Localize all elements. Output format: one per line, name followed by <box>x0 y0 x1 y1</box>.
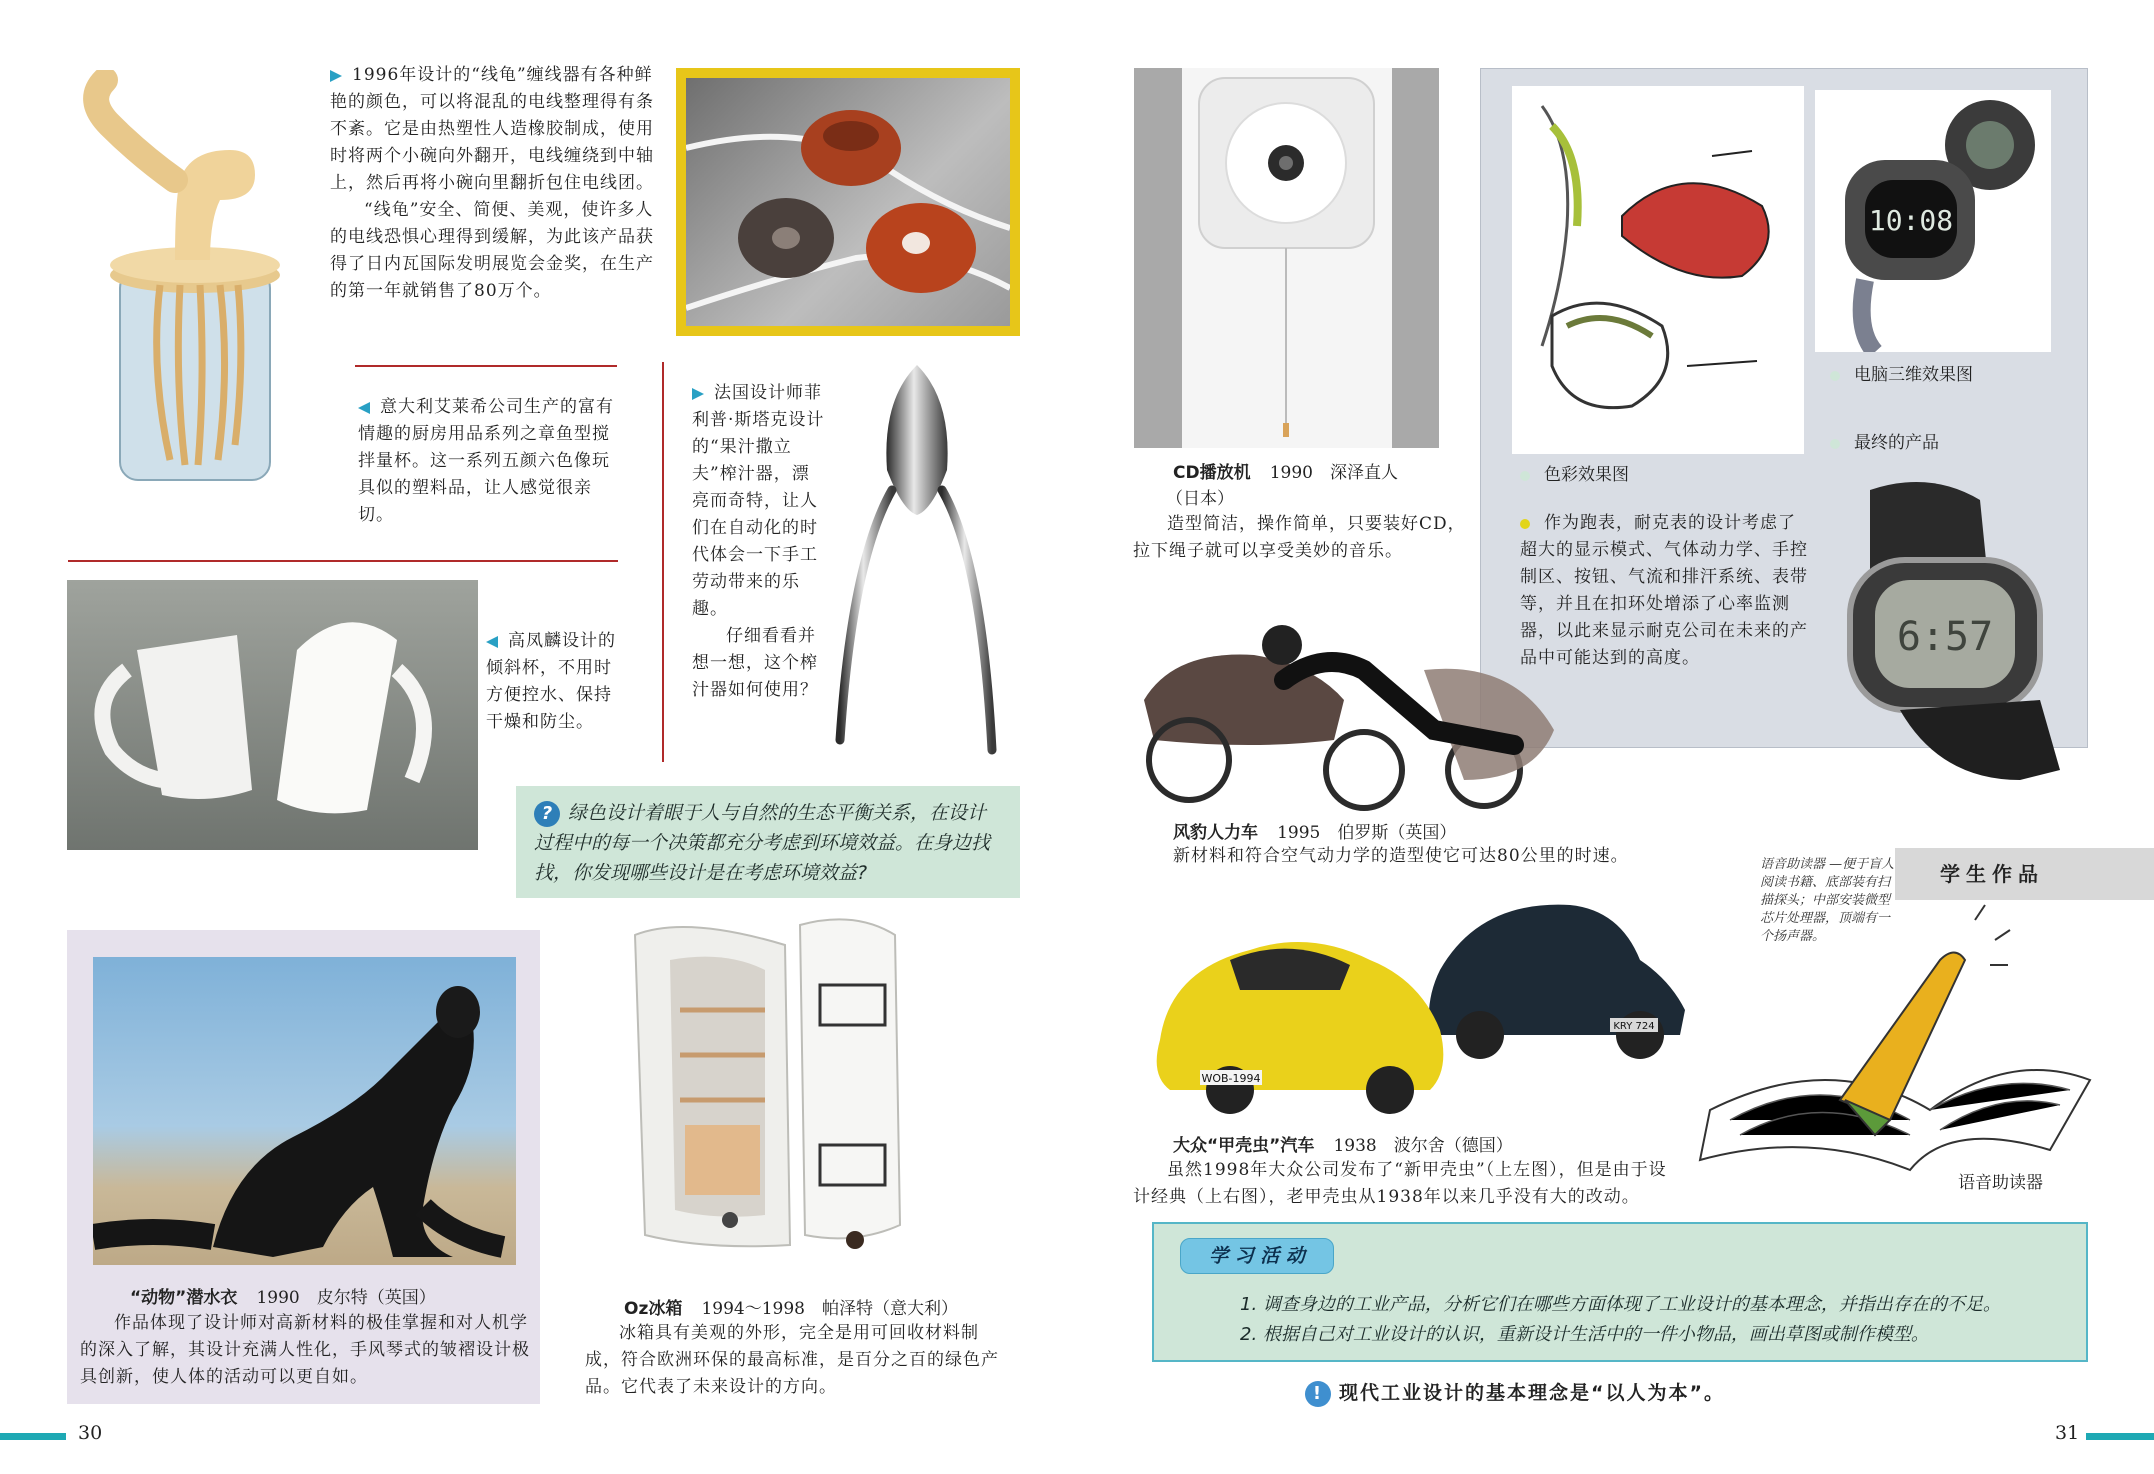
beetle-meta: 1938 波尔舍（德国） <box>1333 1136 1513 1156</box>
activity-item-2: 2. 根据自己对工业设计的认识，重新设计生活中的一件小物品，画出草图或制作模型。 <box>1240 1324 1929 1345</box>
bullet-icon <box>1830 439 1840 449</box>
juicer-text-1: 法国设计师菲利普·斯塔克设计的“果汁撒立夫”榨汁器，漂亮而奇特，让人们在自动化的时代体会一下手工劳动带来的乐趣。 <box>692 383 825 619</box>
reader-note: 语音助读器 —便于盲人阅读书籍、底部装有扫描探头；中部安装微型芯片处理器，顶端有一个扬声器。 <box>1760 857 1895 944</box>
oz-fridge-photo <box>625 915 915 1260</box>
juicer-photo <box>832 360 1002 760</box>
footer-bar-left <box>0 1433 66 1440</box>
winder-text-1: 1996年设计的“线龟”缠线器有各种鲜艳的颜色，可以将混乱的电线整理得有条不紊。它是由热塑性人造橡胶制成，使用时将两个小碗向外翻开，电线缠绕到中轴上，然后再将小碗向里翻折包住电线团。 <box>330 65 654 193</box>
juicer-text-2: 仔细看看并想一想，这个榨汁器如何使用？ <box>692 626 818 700</box>
pointer-left-icon <box>486 636 498 648</box>
student-works-text: 学生作品 <box>1940 862 2044 886</box>
cd-meta: 1990 深泽直人 <box>1269 463 1398 483</box>
activity-item-1: 1. 调查身边的工业产品，分析它们在哪些方面体现了工业设计的基本理念，并指出存在的不足。 <box>1240 1294 2001 1315</box>
plate-new: WOB-1994 <box>1201 1072 1261 1085</box>
winder-text-2: “线龟”安全、简便、美观，使许多人的电线恐惧心理得到缓解，为此该产品获得了日内瓦国际发明展览会金奖，在生产的第一年就销售了80万个。 <box>330 200 654 301</box>
activity-title: 学 习 活 动 <box>1180 1238 1334 1274</box>
wetsuit-desc: 作品体现了设计师对高新材料的极佳掌握和对人机学的深入了解，其设计充满人性化，手风琴式的皱褶设计极具创新，使人体的活动可以更自如。 <box>80 1313 530 1387</box>
whisk-description <box>358 394 618 529</box>
cd-caption <box>1173 458 1398 483</box>
cd-title: CD播放机 <box>1173 463 1251 483</box>
wetsuit-title: “动物”潜水衣 <box>130 1288 238 1308</box>
beetle-description <box>1133 1157 1673 1211</box>
reader-sketch <box>1690 850 2110 1180</box>
divider-rule <box>355 365 617 367</box>
cups-description <box>486 628 621 736</box>
beetle-desc: 虽然1998年大众公司发布了“新甲壳虫”（上左图），但是由于设计经典（上右图），老甲壳虫从1938年以来几乎没有大的改动。 <box>1133 1160 1667 1207</box>
cd-player-photo <box>1134 68 1439 448</box>
cd-desc: 造型简洁，操作简单，只要装好CD，拉下绳子就可以享受美妙的音乐。 <box>1133 514 1466 561</box>
label-final: 最终的产品 <box>1830 428 1939 453</box>
hpv-desc: 新材料和符合空气动力学的造型使它可达80公里的时速。 <box>1173 846 1629 866</box>
fridge-meta: 1994～1998 帕泽特（意大利） <box>701 1299 958 1319</box>
summary-line <box>1305 1378 1725 1407</box>
reader-label: 语音助读器 <box>1958 1173 2043 1193</box>
fridge-title: Oz冰箱 <box>624 1299 683 1319</box>
hpv-meta: 1995 伯罗斯（英国） <box>1277 823 1457 843</box>
watch-final-photo <box>1830 480 2065 790</box>
divider-rule <box>662 362 664 762</box>
octopus-whisk-photo <box>80 70 310 490</box>
cups-text: 高凤麟设计的倾斜杯，不用时方便控水、保持干燥和防尘。 <box>486 631 616 732</box>
cable-turtle-photo <box>676 68 1020 336</box>
plate-old: KRY 724 <box>1613 1021 1655 1032</box>
label-color: 色彩效果图 <box>1520 460 1629 485</box>
winder-description <box>330 62 665 305</box>
bullet-icon <box>1830 371 1840 381</box>
bullet-icon <box>1520 519 1530 529</box>
cd-meta-2: （日本） <box>1166 489 1234 509</box>
watch-3d-display: 10:08 <box>1868 204 1954 237</box>
summary-text: 现代工业设计的基本理念是“以人为本”。 <box>1339 1382 1725 1404</box>
watch-color-sketch <box>1512 86 1804 454</box>
cd-description <box>1133 511 1473 565</box>
watch-text: 作为跑表，耐克表的设计考虑了超大的显示模式、气体动力学、手控制区、按钮、气流和排汗系统、表带等，并且在扣环处增添了心率监测器，以此来显示耐克公司在未来的产品中可能达到的高度。 <box>1520 513 1808 668</box>
wetsuit-meta: 1990 皮尔特（英国） <box>256 1288 436 1308</box>
beetle-title: 大众“甲壳虫”汽车 <box>1173 1136 1315 1156</box>
watch-display: 6:57 <box>1896 614 1994 660</box>
wetsuit-description <box>80 1310 530 1391</box>
whisk-text: 意大利艾莱希公司生产的富有情趣的厨房用品系列之章鱼型搅拌量杯。这一系列五颜六色像玩具似的塑料品，让人感觉很亲切。 <box>358 397 614 525</box>
page-number-right: 31 <box>2055 1422 2080 1444</box>
tilted-cups-photo <box>67 580 478 850</box>
label-3d: 电脑三维效果图 <box>1830 360 1973 385</box>
watch-3d-render <box>1815 90 2051 352</box>
hpv-caption <box>1173 818 1456 843</box>
fridge-description <box>585 1320 1005 1401</box>
divider-rule <box>68 560 618 562</box>
page-number-left: 30 <box>78 1422 103 1444</box>
footer-bar-right <box>2086 1433 2154 1440</box>
hpv-photo <box>1134 610 1564 815</box>
hpv-description <box>1173 843 1673 870</box>
question-icon: ? <box>534 801 560 827</box>
beetle-cars-photo <box>1150 890 1690 1115</box>
pointer-right-icon <box>330 70 342 82</box>
pointer-right-icon <box>692 388 704 400</box>
juicer-description <box>692 380 826 704</box>
bullet-icon <box>1520 471 1530 481</box>
pointer-left-icon <box>358 402 370 414</box>
wetsuit-photo <box>93 957 516 1265</box>
fridge-caption <box>624 1294 958 1319</box>
fridge-desc: 冰箱具有美观的外形，完全是用可回收材料制成，符合欧洲环保的最高标准，是百分之百的绿色产品。它代表了未来设计的方向。 <box>585 1323 999 1397</box>
wetsuit-caption <box>130 1283 436 1308</box>
question-box <box>516 786 1020 898</box>
info-icon: ! <box>1305 1381 1331 1407</box>
beetle-caption <box>1173 1131 1513 1156</box>
hpv-title: 风豹人力车 <box>1173 823 1258 843</box>
question-text: 绿色设计着眼于人与自然的生态平衡关系，在设计过程中的每一个决策都充分考虑到环境效益。在身边找找，你发现哪些设计是在考虑环境效益? <box>534 802 991 884</box>
